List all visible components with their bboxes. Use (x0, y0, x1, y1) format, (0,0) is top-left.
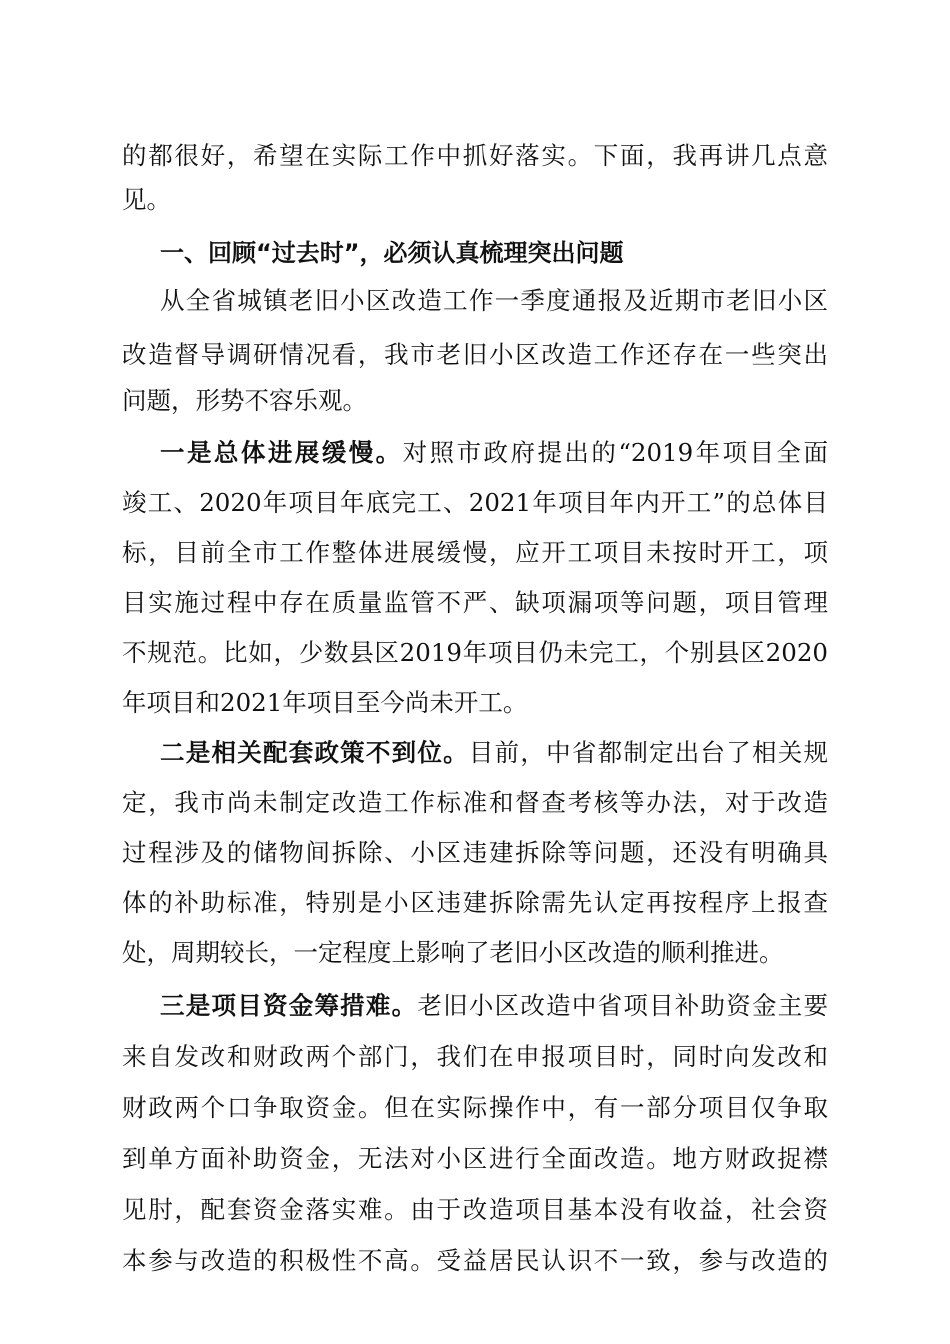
paragraph-first-line-rest: 老旧小区改造中省项目补助资金主要 (417, 991, 829, 1020)
text-line: 财政两个口争取资金。但在实际操作中，有一部分项目仅争取 (122, 1093, 828, 1122)
text-line: 从全省城镇老旧小区改造工作一季度通报及近期市老旧小区 (160, 286, 828, 315)
text-line: 的都很好，希望在实际工作中抓好落实。下面，我再讲几点意 (122, 141, 828, 170)
text-line: 标，目前全市工作整体进展缓慢，应开工项目未按时开工，项 (122, 538, 828, 567)
text-line: 目实施过程中存在质量监管不严、缺项漏项等问题，项目管理 (122, 588, 828, 617)
text-line: 见。 (122, 185, 171, 214)
paragraph-lead: 一是总体进展缓慢。 (160, 438, 403, 467)
text-line: 处，周期较长，一定程度上影响了老旧小区改造的顺利推进。 (122, 938, 784, 967)
paragraph-first-line (160, 433, 828, 473)
text-line: 本参与改造的积极性不高。受益居民认识不一致，参与改造的 (122, 1246, 828, 1275)
text-line: 过程涉及的储物间拆除、小区违建拆除等问题，还没有明确具 (122, 838, 828, 867)
text-line: 定，我市尚未制定改造工作标准和督查考核等办法，对于改造 (122, 788, 828, 817)
text-line: 问题，形势不容乐观。 (122, 386, 367, 415)
text-line: 体的补助标准，特别是小区违建拆除需先认定再按程序上报查 (122, 888, 828, 917)
paragraph-first-line-rest: 目前，中省都制定出台了相关规 (468, 738, 829, 767)
text-line: 来自发改和财政两个部门，我们在申报项目时，同时向发改和 (122, 1042, 828, 1071)
paragraph-first-line-rest: 对照市政府提出的“2019年项目全面 (402, 438, 829, 467)
text-line: 年项目和2021年项目至今尚未开工。 (122, 688, 528, 717)
text-line: 改造督导调研情况看，我市老旧小区改造工作还存在一些突出 (122, 340, 828, 369)
paragraph-first-line (160, 986, 828, 1026)
text-line: 见肘，配套资金落实难。由于改造项目基本没有收益，社会资 (122, 1195, 828, 1224)
section-heading: 一、回顾“过去时”，必须认真梳理突出问题 (160, 239, 624, 267)
paragraph-lead: 二是相关配套政策不到位。 (160, 738, 469, 767)
text-line: 不规范。比如，少数县区2019年项目仍未完工，个别县区2020 (122, 638, 828, 667)
paragraph-first-line (160, 733, 828, 773)
text-line: 竣工、2020年项目年底完工、2021年项目年内开工”的总体目 (122, 488, 828, 517)
text-line: 到单方面补助资金，无法对小区进行全面改造。地方财政捉襟 (122, 1144, 828, 1173)
paragraph-lead: 三是项目资金筹措难。 (160, 991, 418, 1020)
